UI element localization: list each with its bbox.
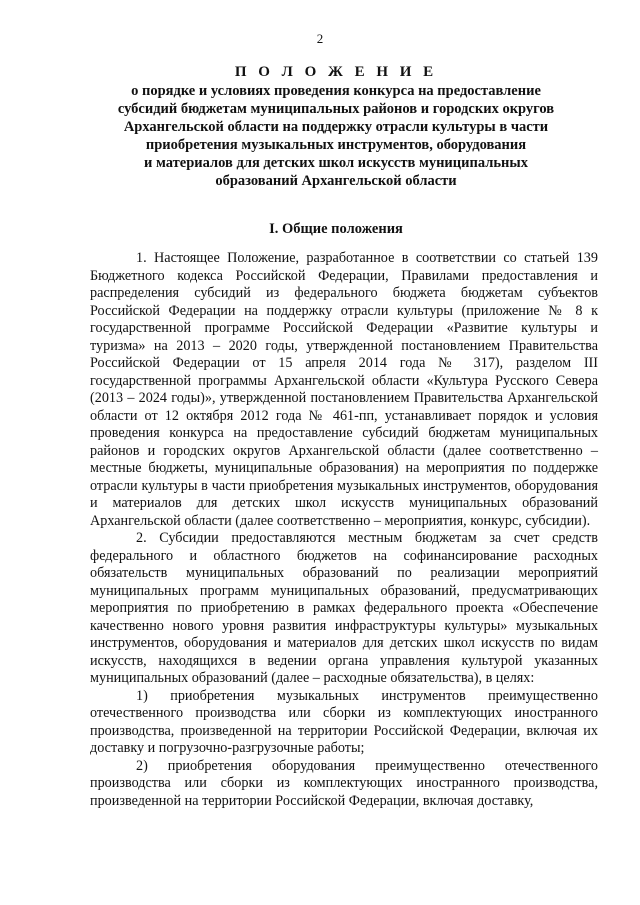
subtitle-line: о порядке и условиях проведения конкурса на предоставление (131, 83, 541, 99)
subtitle-line: субсидий бюджетам муниципальных районов и городских округов (117, 101, 555, 117)
paragraph: 2. Субсидии предоставляются местным бюджетам за счет средств федерального и областного бюджетов на софинансирование расходных обязательств муниципальных образований по реализации мероприятий муниципальных программ муниципальных образований, предусматривающих мероприятия по приобретению в рамках федерального проекта «Обеспечение качественно нового уровня развития инфраструктуры культуры» музыкальных инструментов, оборудования и материалов для детских школ искусств по видам искусств, находящихся в ведении органа управления культурой указанных муниципальных образований (далее – расходные обязательства), в целях: (90, 530, 598, 686)
subtitle-line: приобретения музыкальных инструментов, оборудования (145, 137, 527, 153)
paragraph: 2) приобретения оборудования преимущественно отечественного производства или сборки из комплектующих иностранного производства, произведенной на территории Российской Федерации, включая доставку, (90, 757, 598, 809)
subtitle-line: и материалов для детских школ искусств муниципальных (144, 155, 528, 171)
section-title: I. Общие положения (269, 221, 403, 237)
document-heading (90, 63, 582, 190)
paragraph: 1. Настоящее Положение, разработанное в соответствии со статьей 139 Бюджетного кодекса Российской Федерации, Правилами предоставления и распределения субсидий из федерального бюджета бюджетам субъектов Российской Федерации на поддержку отрасли культуры (приложение № 8 к государственной программе Российской Федерации «Развитие культуры и туризма» на 2013 – 2020 годы, утвержденной постановлением Правительства Российской Федерации от 15 апреля 2014 года № 317), разделом III государственной программы Архангельской области «Культура Русского Севера (2013 – 2024 годы)», утвержденной постановлением Правительства Архангельской области от 12 октября 2012 года № 461-пп, устанавливает порядок и условия проведения конкурса на предоставление субсидий бюджетам муниципальных районов и городских округов Архангельской области (далее соответственно – местные бюджеты, муниципальные образования) на мероприятия по поддержке отрасли культуры в части приобретения музыкальных инструментов, оборудования и материалов для детских школ искусств муниципальных образований Архангельской области (далее соответственно – мероприятия, конкурс, субсидии). (90, 250, 598, 529)
subtitle-line: Архангельской области на поддержку отрасли культуры в части (123, 119, 549, 135)
document-title: П О Л О Ж Е Н И Е (234, 64, 438, 80)
subtitle-line: образований Архангельской области (215, 173, 457, 189)
body-text (90, 250, 598, 810)
page-number: 2 (316, 31, 324, 46)
paragraph: 1) приобретения музыкальных инструментов преимущественно отечественного производства или сборки из комплектующих иностранного производства, произведенной на территории Российской Федерации, включая их доставку и погрузочно-разгрузочные работы; (90, 687, 598, 756)
